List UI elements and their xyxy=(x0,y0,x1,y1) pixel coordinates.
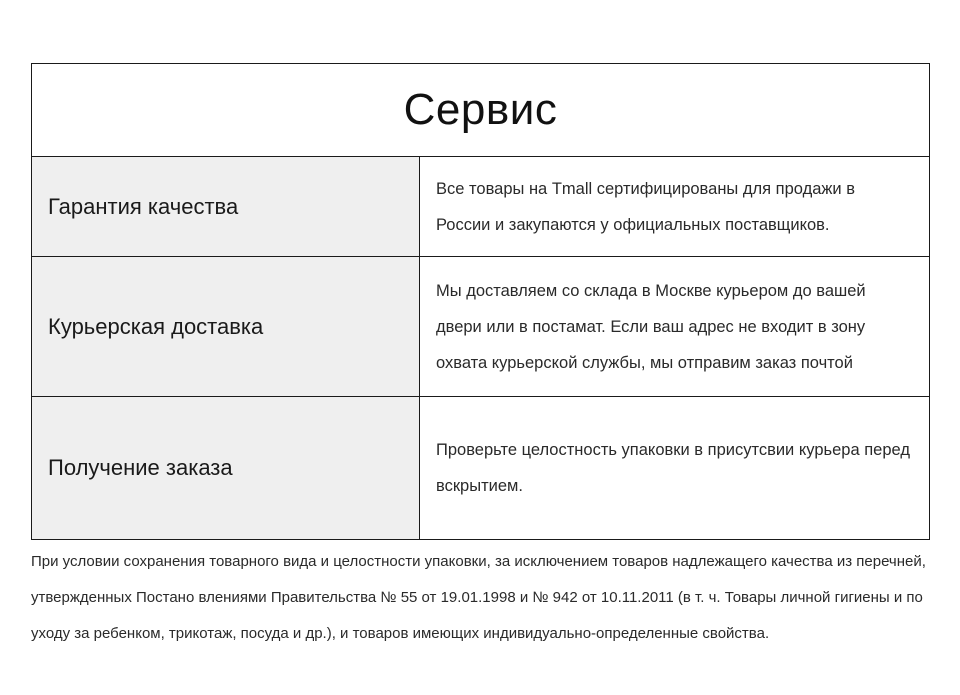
row-description: Мы доставляем со склада в Москве курьером до вашей двери или в постамат. Если ваш адрес не входит в зону охвата курьерской службы, мы отправим заказ почтой xyxy=(436,281,866,372)
label-cell xyxy=(32,397,420,539)
row-description: Проверьте целостность упаковки в присутсвии курьера перед вскрытием. xyxy=(436,441,910,495)
service-row-receipt xyxy=(32,397,929,539)
page-title: Сервис xyxy=(403,85,558,134)
label-cell xyxy=(32,257,420,396)
row-label: Получение заказа xyxy=(48,455,233,480)
row-description: Все товары на Tmall сертифицированы для продажи в России и закупаются у официальных поставщиков. xyxy=(436,179,855,234)
service-table xyxy=(31,63,930,540)
description-cell xyxy=(420,397,929,539)
title-row xyxy=(32,64,929,157)
row-label: Гарантия качества xyxy=(48,193,239,219)
description-cell xyxy=(420,157,929,256)
footnote-text: При условии сохранения товарного вида и целостности упаковки, за исключением товаров надлежащего качества из перечней, утвержденных Постано влениями Правительства № 55 от 19.01.1998 и № 942 от 10.11.2011 (в т. ч. Товары личной гигиены и по уходу за ребенком, трикотаж, посуда и др.), и товаров имеющих индивидуально-определенные свойства. xyxy=(31,553,926,642)
service-row-delivery xyxy=(32,257,929,397)
label-cell xyxy=(32,157,420,256)
description-cell xyxy=(420,257,929,396)
row-label: Курьерская доставка xyxy=(48,313,264,339)
service-row-quality xyxy=(32,157,929,257)
